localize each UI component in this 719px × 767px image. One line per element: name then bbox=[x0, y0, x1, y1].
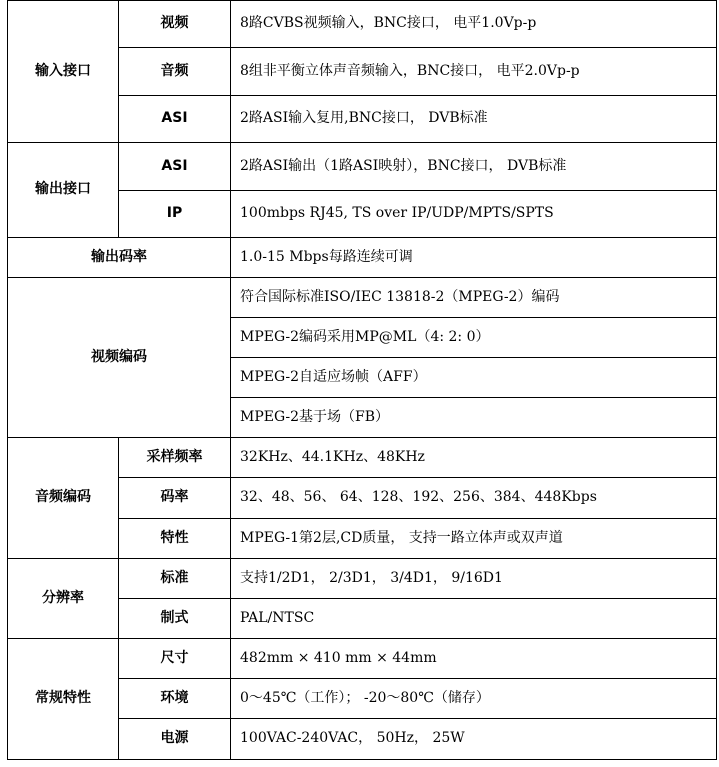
row-label-asi-input: ASI bbox=[119, 96, 231, 143]
row-value-ip: 100mbps RJ45, TS over IP/UDP/MPTS/SPTS bbox=[231, 191, 717, 238]
row-value-video-encoding-fb: MPEG-2基于场（FB） bbox=[231, 398, 717, 438]
row-label-audio: 音频 bbox=[119, 48, 231, 96]
group-audio-encoding: 音频编码 bbox=[8, 438, 119, 559]
row-value-video-encoding-aff: MPEG-2自适应场帧（AFF） bbox=[231, 358, 717, 398]
table-row bbox=[8, 559, 717, 599]
row-value-asi-output: 2路ASI输出（1路ASI映射），BNC接口， DVB标准 bbox=[231, 143, 717, 191]
group-input-interface: 输入接口 bbox=[8, 1, 119, 143]
table-row bbox=[8, 143, 717, 191]
row-label-ip: IP bbox=[119, 191, 231, 238]
row-label-standard: 标准 bbox=[119, 559, 231, 599]
row-value-audio-bitrate: 32、48、56、 64、128、192、256、384、448Kbps bbox=[231, 478, 717, 519]
row-value-audio-features: MPEG-1第2层,CD质量， 支持一路立体声或双声道 bbox=[231, 519, 717, 559]
table-row bbox=[8, 238, 717, 278]
group-resolution: 分辨率 bbox=[8, 559, 119, 639]
row-label-asi-output: ASI bbox=[119, 143, 231, 191]
row-label-audio-features: 特性 bbox=[119, 519, 231, 559]
row-label-audio-bitrate: 码率 bbox=[119, 478, 231, 519]
table-row bbox=[8, 639, 717, 679]
row-value-video-encoding-profile: MPEG-2编码采用MP@ML（4: 2: 0） bbox=[231, 318, 717, 358]
row-label-environment: 环境 bbox=[119, 679, 231, 719]
spec-table bbox=[7, 0, 717, 760]
row-value-video-encoding-standard: 符合国际标准ISO/IEC 13818-2（MPEG-2）编码 bbox=[231, 278, 717, 318]
row-label-format: 制式 bbox=[119, 599, 231, 639]
row-value-video: 8路CVBS视频输入，BNC接口， 电平1.0Vp-p bbox=[231, 1, 717, 48]
row-label-video: 视频 bbox=[119, 1, 231, 48]
row-label-size: 尺寸 bbox=[119, 639, 231, 679]
row-label-sample-rate: 采样频率 bbox=[119, 438, 231, 478]
table-row bbox=[8, 438, 717, 478]
row-value-asi-input: 2路ASI输入复用,BNC接口， DVB标准 bbox=[231, 96, 717, 143]
row-value-environment: 0～45℃（工作）； -20～80℃（储存） bbox=[231, 679, 717, 719]
table-row bbox=[8, 1, 717, 48]
table-row bbox=[8, 278, 717, 318]
row-value-standard: 支持1/2D1， 2/3D1， 3/4D1， 9/16D1 bbox=[231, 559, 717, 599]
row-value-size: 482mm × 410 mm × 44mm bbox=[231, 639, 717, 679]
row-value-power: 100VAC-240VAC， 50Hz， 25W bbox=[231, 719, 717, 760]
group-output-bitrate: 输出码率 bbox=[8, 238, 231, 278]
group-general-features: 常规特性 bbox=[8, 639, 119, 760]
row-value-sample-rate: 32KHz、44.1KHz、48KHz bbox=[231, 438, 717, 478]
row-label-power: 电源 bbox=[119, 719, 231, 760]
row-value-output-bitrate: 1.0-15 Mbps每路连续可调 bbox=[231, 238, 717, 278]
group-output-interface: 输出接口 bbox=[8, 143, 119, 238]
row-value-audio: 8组非平衡立体声音频输入，BNC接口， 电平2.0Vp-p bbox=[231, 48, 717, 96]
row-value-format: PAL/NTSC bbox=[231, 599, 717, 639]
group-video-encoding: 视频编码 bbox=[8, 278, 231, 438]
